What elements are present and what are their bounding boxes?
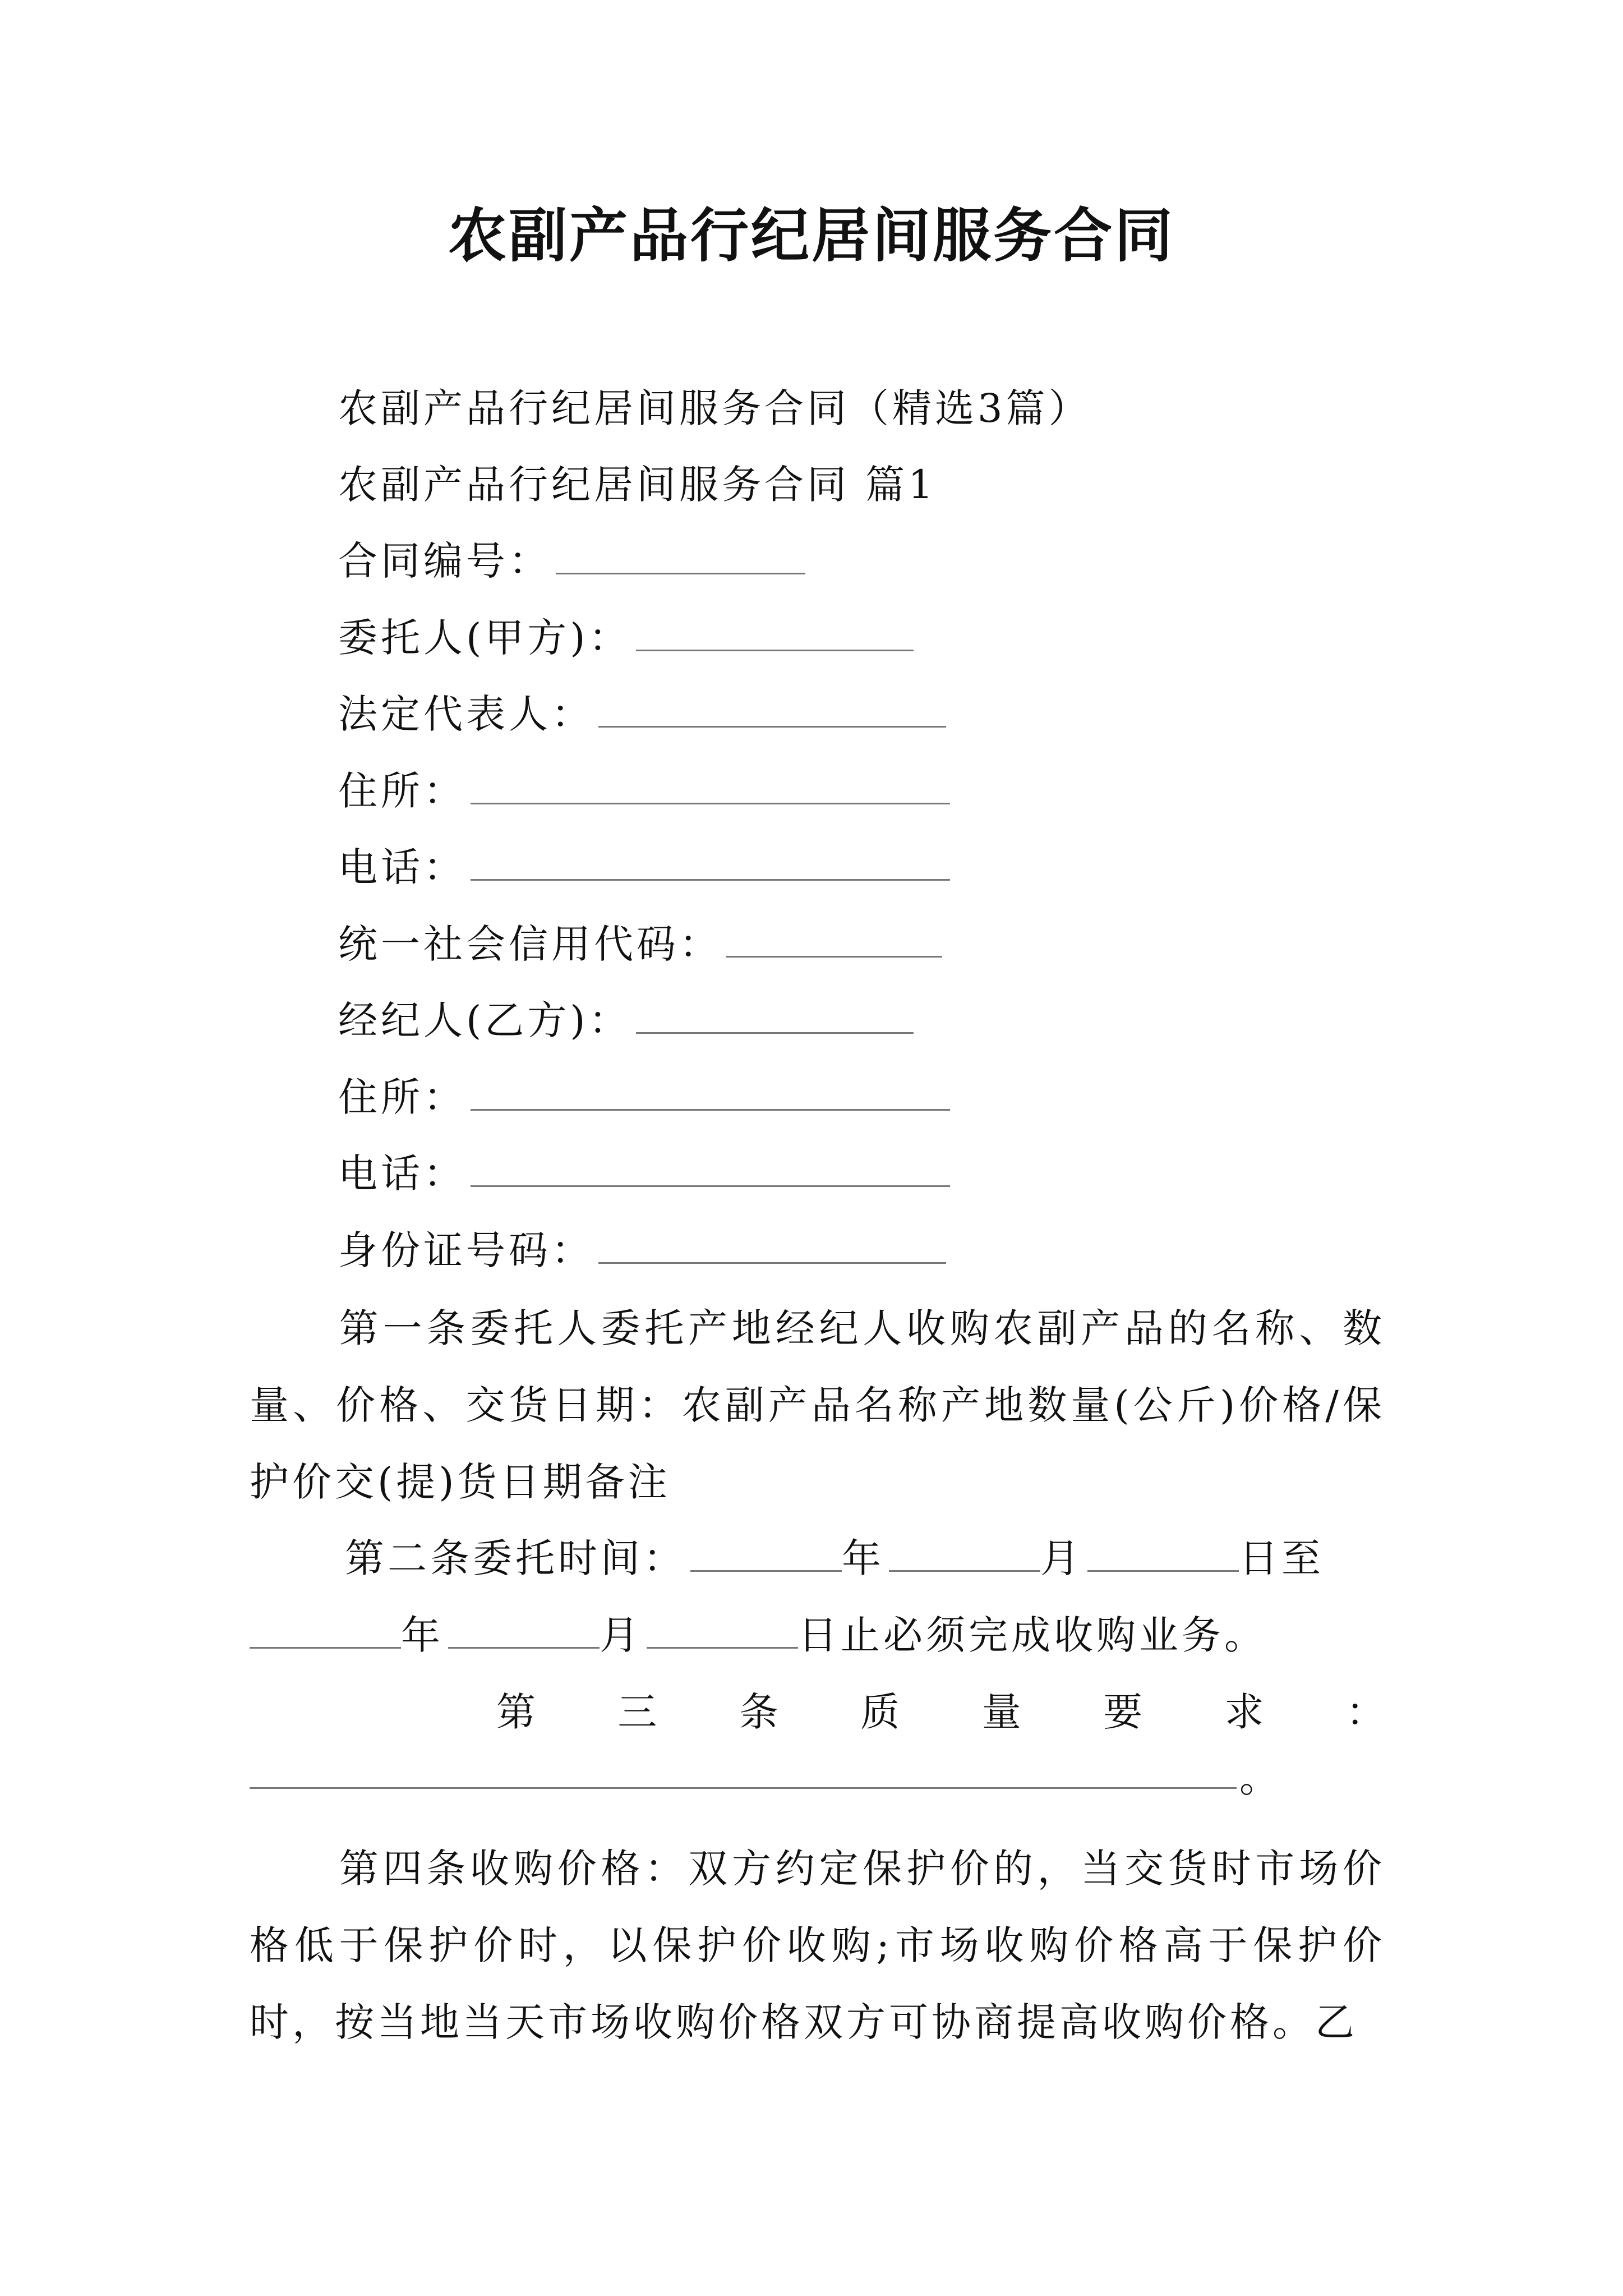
contract-number-blank [556, 533, 805, 574]
address-b-blank [471, 1070, 950, 1111]
field-label: 法定代表人： [338, 691, 594, 737]
article-3-char: 条 [739, 1689, 778, 1735]
article-1 [250, 1290, 1385, 1521]
article-3-heading [250, 1674, 1385, 1751]
end-month-blank [448, 1608, 600, 1649]
field-label: 经纪人(乙方)： [338, 997, 631, 1043]
article-4-text: 第四条收购价格：双方约定保护价的，当交货时市场价格低于保护价时，以保护价收购;市场收购价格高于保护价时，按当地当天市场收购价格双方可协商提高收购价格。乙 [250, 1846, 1385, 2045]
article-3-char: 求 [1224, 1689, 1264, 1735]
day-to-label: 日至 [1239, 1535, 1324, 1581]
phone-b-blank [471, 1146, 950, 1187]
start-year-blank [690, 1531, 842, 1572]
id-number-blank [598, 1223, 946, 1264]
article-2-lead: 第二条委托时间： [345, 1535, 686, 1581]
day-end-label: 日止必须完成收购业务。 [798, 1612, 1267, 1658]
field-address-b [338, 1069, 950, 1125]
legal-representative-blank [598, 687, 946, 728]
party-b-blank [636, 993, 914, 1034]
article-3-end: 。 [1239, 1755, 1279, 1801]
document-subtitle: 农副产品行纪居间服务合同（精选3篇） [338, 385, 1091, 431]
field-label: 身份证号码： [338, 1227, 594, 1273]
field-party-a [338, 610, 914, 666]
field-label: 委托人(甲方)： [338, 615, 631, 661]
article-1-text: 第一条委托人委托产地经纪人收购农副产品的名称、数量、价格、交货日期：农副产品名称产地数量(公斤)价格/保护价交(提)货日期备注 [250, 1305, 1385, 1505]
end-year-blank [250, 1608, 401, 1649]
credit-code-blank [726, 917, 942, 958]
field-contract-number [338, 533, 805, 589]
field-id-number [338, 1222, 946, 1278]
field-credit-code [338, 916, 942, 972]
end-day-blank [647, 1608, 798, 1649]
field-phone-b [338, 1145, 950, 1202]
section-heading: 农副产品行纪居间服务合同 篇1 [338, 462, 937, 508]
start-day-blank [1087, 1531, 1239, 1572]
field-phone-a [338, 839, 950, 895]
field-label: 电话： [338, 1151, 466, 1197]
address-a-blank [471, 763, 950, 804]
field-legal-representative [338, 686, 946, 742]
month-label: 月 [600, 1612, 642, 1658]
document-title: 农副产品行纪居间服务合同 [448, 201, 1175, 270]
field-label: 住所： [338, 768, 466, 814]
year-label: 年 [401, 1612, 444, 1658]
article-3-char: 质 [860, 1689, 900, 1735]
article-3-char: 三 [617, 1689, 657, 1735]
article-2 [250, 1520, 1385, 1674]
quality-requirements-blank [250, 1787, 1237, 1789]
month-label: 月 [1040, 1535, 1083, 1581]
field-party-b [338, 992, 914, 1048]
year-label: 年 [842, 1535, 884, 1581]
field-label: 电话： [338, 844, 466, 890]
party-a-blank [636, 610, 914, 651]
start-month-blank [889, 1531, 1040, 1572]
field-address-a [338, 763, 950, 819]
phone-a-blank [471, 840, 950, 881]
article-3-char: 第 [496, 1689, 536, 1735]
field-label: 统一社会信用代码： [338, 921, 722, 967]
article-3-char: 量 [981, 1689, 1021, 1735]
article-3-char: 要 [1103, 1689, 1143, 1735]
field-label: 合同编号： [338, 538, 551, 584]
field-label: 住所： [338, 1074, 466, 1120]
article-4 [250, 1830, 1385, 2061]
article-3-char: ： [1345, 1689, 1385, 1735]
